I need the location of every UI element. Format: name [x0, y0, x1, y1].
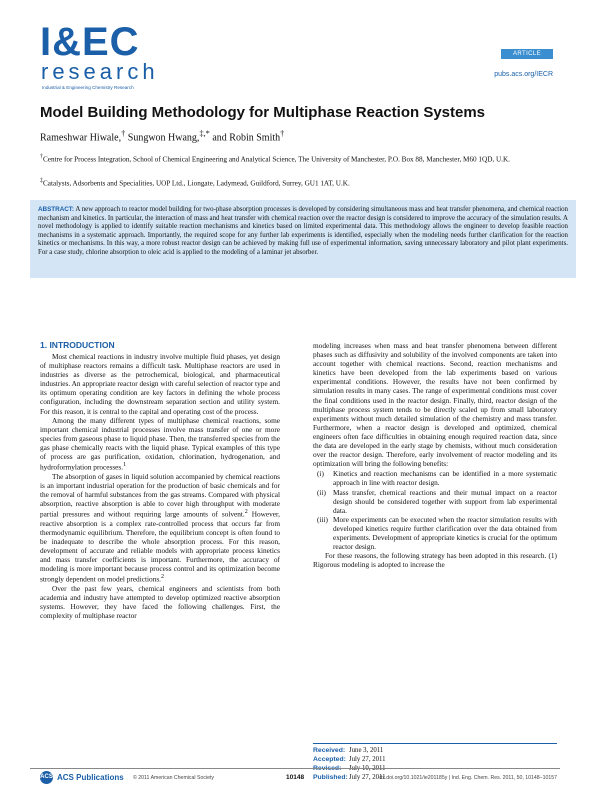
- paragraph: [40, 416, 280, 472]
- paragraph: Most chemical reactions in industry involve multiple fluid phases, yet design of multiphase reactors remains a difficult task. Multiphase reactors are used in industries as diverse as the petrochemical, biological, and pharmaceutical industries. An appropriate reactor design with careful selection of reactor type and its optimum operating condition are key factors in defining the whole process configuration, including the downstream separation section and utility system. For this reason, it is central to the capital and operating cost of the process.: [40, 352, 280, 416]
- affiliation-1-mark: †: [40, 154, 43, 160]
- affiliation-2: [40, 177, 555, 188]
- list-item-number: (ii): [317, 487, 326, 497]
- author-list: [40, 129, 284, 143]
- list-item: [313, 469, 557, 487]
- doi-citation-link[interactable]: dx.doi.org/10.1021/ie201185y | Ind. Eng. Chem. Res. 2011, 50, 10148–10157: [379, 775, 557, 781]
- paragraph-text: Among the many different types of multiphase chemical reactions, some important chemical industrial processes involve mass transfer of one or more species from gaseous phase to liquid phase. Then, the transferred species from the gas phase chemically reacts with the liquid phase. Typical examples of this type of process are gas purification, oxidation, chlorination, hydrogenation, and hydroformylation processes.: [40, 415, 280, 472]
- affiliation-1-text: Centre for Process Integration, School of Chemical Engineering and Analytical Science, The University of Manchester, P.O. Box 88, Manchester, M60 1QD, U.K.: [43, 155, 510, 164]
- publisher-logo[interactable]: [40, 771, 124, 784]
- list-item: [313, 488, 557, 515]
- journal-logo-tagline: Industrial & Engineering Chemistry Research: [42, 85, 134, 90]
- paragraph: For these reasons, the following strategy has been adopted in this research. (1) Rigorous modeling is adopted to increase the: [313, 551, 557, 570]
- date-label: Accepted:: [313, 755, 346, 763]
- date-label: Received:: [313, 747, 346, 754]
- journal-logo-research: research: [41, 59, 159, 84]
- publisher-name: ACS Publications: [57, 773, 124, 782]
- list-item: [313, 515, 557, 551]
- date-row: [313, 765, 557, 774]
- page-number: 10148: [286, 774, 305, 781]
- benefits-list: [313, 469, 557, 551]
- list-item-text: Kinetics and reaction mechanisms can be identified in a more systematic approach in line with reactor design.: [333, 469, 557, 488]
- paragraph-text: However, reactive absorption is a complex rate-controlled process that occurs far from thermodynamic equilibrium. Therefore, the equilibrium concept is often found to be inadequate to describe the whole absorption process. For this reason, development of accurate and reliable models with appropriate process kinetics and mass transfer coefficients is important. Furthermore, the accuracy of modeling is more important because process control and its optimization become strongly dependent on model predictions.: [40, 509, 280, 584]
- reference-link[interactable]: 2: [160, 574, 165, 581]
- paper-title: Model Building Methodology for Multiphase Reaction Systems: [40, 104, 486, 121]
- author-3-mark: †: [280, 129, 285, 138]
- copyright-notice: © 2011 American Chemical Society: [133, 775, 214, 781]
- affiliation-2-mark: ‡: [40, 178, 43, 184]
- list-item-text: Mass transfer, chemical reactions and their mutual impact on a reactor design should be considered together with support from lab experimental data.: [333, 487, 557, 515]
- paragraph: [40, 472, 280, 584]
- body-column-right: [313, 341, 557, 569]
- abstract-label: ABSTRACT:: [38, 206, 75, 213]
- author-1[interactable]: Rameshwar Hiwale,: [40, 132, 122, 144]
- date-value: July 27, 2011: [349, 755, 386, 763]
- date-label: Published:: [313, 773, 348, 781]
- date-value: July 27, 2011: [349, 773, 386, 781]
- date-row: [313, 747, 557, 756]
- date-label: Revised:: [313, 764, 342, 772]
- reference-link[interactable]: 1: [123, 462, 127, 469]
- date-value: July 10, 2011: [349, 764, 386, 772]
- list-item-number: (iii): [317, 514, 328, 524]
- author-2[interactable]: Sungwon Hwang,: [125, 132, 200, 144]
- article-type-badge: ARTICLE: [501, 49, 553, 59]
- date-row: [313, 756, 557, 765]
- section-heading-introduction: 1. INTRODUCTION: [40, 340, 115, 350]
- date-value: June 3, 2011: [349, 747, 384, 754]
- author-1-mark: †: [121, 129, 126, 138]
- journal-url-link[interactable]: pubs.acs.org/IECR: [494, 71, 553, 78]
- affiliation-2-text: Catalysts, Adsorbents and Specialities, UOP Ltd., Liongate, Ladymead, Guildford, Surrey, GU1 1AT, U.K.: [43, 179, 350, 188]
- journal-logo: I&EC: [40, 20, 140, 64]
- acs-logo-icon: ACS: [40, 771, 53, 784]
- author-3[interactable]: and Robin Smith: [209, 132, 281, 144]
- abstract-text: A new approach to reactor model building for two-phase absorption processes is developed by considering simultaneous mass and heat transfer phenomena, and chemical reaction mechanism and kinetics. In particular, the interaction of mass and heat transfer with chemical reaction over the reactor design is considered to improve the accuracy of the simulation results. A novel methodology is applied to identify suitable reaction mechanisms and kinetics based on limited experimental data. This methodology allows the engineer to develop feasible reaction mechanisms in a systematic approach. Importantly, the required scope for any further lab experiments is identified, especially when the modeling needs further clarification for the reaction kinetics or mechanisms. In this way, a more robust reactor design can be achieved by making full use of experimental information, saving unnecessary laboratory and pilot plant experiments. For a case study, chlorine absorption to oleic acid is applied to the modeling of a laminar jet absorber.: [38, 206, 568, 256]
- body-column-left: [40, 352, 280, 620]
- list-item-number: (i): [317, 469, 324, 479]
- paragraph-text: The absorption of gases in liquid solution accompanied by chemical reactions is an important industrial operation for the production of basic chemicals and for the removal of harmful substances from the gas streams. Compared with physical absorption, reactive absorption is able to cover high throughput with moderate partial pressures and without requiring large amounts of solvent.: [40, 471, 280, 519]
- list-item-text: More experiments can be executed when the reactor simulation results with developed kinetics require further clarification over the data obtained from experiments. Development of appropriate kinetics is crucial for the optimum reactor design.: [333, 514, 557, 552]
- footer-divider: [30, 768, 560, 769]
- abstract-box: [30, 200, 576, 278]
- author-2-mark: ‡,*: [199, 129, 210, 138]
- paragraph: modeling increases when mass and heat transfer phenomena between different phases such as diffusivity and solubility of the involved components are taken into account together with chemical reactions. Second, reaction mechanisms and kinetics have been developed from the lab experiments based on various experimental conditions. However, the results have not been confirmed by simulation results in many cases. The range of experimental conditions must cover the final conditions used in the reactor design. Finally, third, reactor design of the multiphase process system tends to be directly scaled up from small laboratory experiments without much detailed simulation of the chemistry and mass transfer. Furthermore, when a reactor design is developed and optimized, chemical engineers often face difficulties in obtaining enough required reaction data, since the data are developed in the early stage by chemists, without much consideration over the reactor design. Therefore, early involvement of reactor modeling and its optimization will bring the following benefits:: [313, 341, 557, 469]
- affiliation-1: [40, 153, 555, 164]
- paragraph: Over the past few years, chemical engineers and scientists from both academia and industry have attempted to develop optimized reactive absorption systems. However, they have faced the following challenges. First, the complexity of multiphase reactor: [40, 583, 280, 620]
- reference-link[interactable]: 2: [244, 509, 248, 516]
